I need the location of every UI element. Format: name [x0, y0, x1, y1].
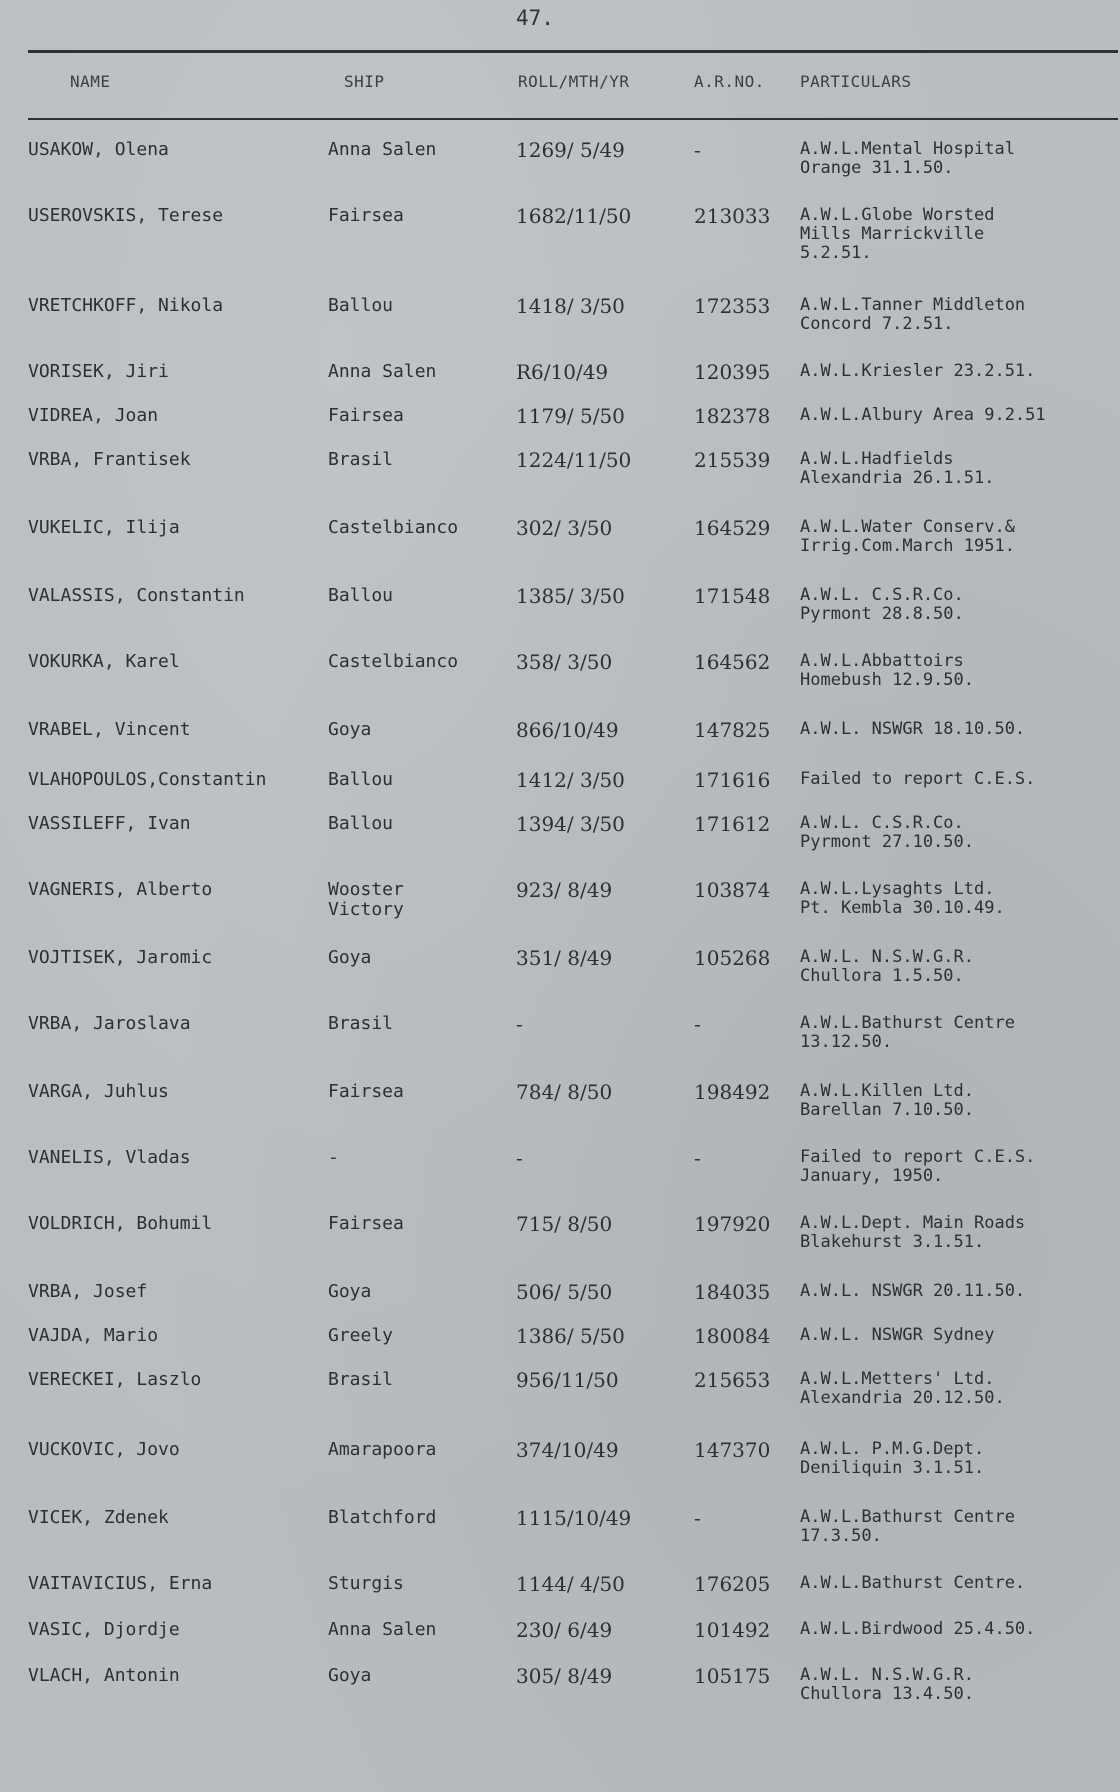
ship-line: Sturgis — [328, 1573, 404, 1594]
roll-month-year: 506/ 5/50 — [516, 1280, 613, 1304]
particulars — [800, 406, 1046, 425]
ar-number: 147825 — [694, 718, 771, 742]
particulars-line: Deniliquin 3.1.51. — [800, 1458, 985, 1478]
ship-line: Anna Salen — [328, 1619, 437, 1640]
ar-number: 213033 — [694, 204, 771, 228]
person-name: VRBA, Frantisek — [28, 449, 191, 470]
ar-number: 164562 — [694, 650, 771, 674]
particulars — [800, 948, 974, 986]
ship-line: Brasil — [328, 1013, 394, 1034]
ship-line: Goya — [328, 1665, 372, 1686]
ship-name — [328, 406, 404, 426]
particulars — [800, 1214, 1025, 1252]
ship-name — [328, 720, 371, 740]
ar-number: 197920 — [694, 1212, 771, 1236]
ship-name — [328, 1326, 393, 1346]
person-name: VRABEL, Vincent — [28, 719, 191, 740]
ship-line: Greely — [328, 1325, 394, 1346]
particulars-line: Homebush 12.9.50. — [800, 670, 974, 690]
particulars — [800, 814, 974, 852]
ar-number: 182378 — [694, 404, 771, 428]
ar-number: 147370 — [694, 1438, 771, 1462]
ship-line: Ballou — [328, 769, 394, 790]
particulars-line: Pyrmont 28.8.50. — [800, 604, 964, 624]
particulars — [800, 1326, 994, 1345]
ship-line: Ballou — [328, 813, 394, 834]
particulars-line: January, 1950. — [800, 1166, 944, 1186]
ar-number: 105175 — [694, 1664, 771, 1688]
ship-name — [328, 652, 458, 672]
ship-line: Ballou — [328, 295, 394, 316]
ar-number: 172353 — [694, 294, 771, 318]
person-name: VANELIS, Vladas — [28, 1147, 191, 1168]
particulars-line: Alexandria 20.12.50. — [800, 1388, 1005, 1408]
person-name: USAKOW, Olena — [28, 139, 169, 160]
particulars — [800, 720, 1025, 739]
person-name: VARGA, Juhlus — [28, 1081, 169, 1102]
ship-line: Fairsea — [328, 1081, 404, 1102]
particulars — [800, 1370, 1005, 1408]
particulars-line: 17.3.50. — [800, 1526, 882, 1546]
ar-number: 101492 — [694, 1618, 771, 1642]
particulars-line: A.W.L. P.M.G.Dept. — [800, 1439, 985, 1459]
roll-month-year: 1682/11/50 — [516, 204, 632, 228]
particulars — [800, 362, 1035, 381]
particulars-line: A.W.L. C.S.R.Co. — [800, 813, 964, 833]
ship-line: Wooster — [328, 879, 404, 900]
particulars-line: 5.2.51. — [800, 243, 872, 263]
particulars-line: A.W.L.Dept. Main Roads — [800, 1213, 1026, 1233]
particulars-line: Irrig.Com.March 1951. — [800, 536, 1015, 556]
particulars — [800, 586, 964, 624]
particulars-line: A.W.L.Tanner Middleton — [800, 295, 1026, 315]
particulars — [800, 140, 1015, 178]
particulars — [800, 1440, 984, 1478]
particulars — [800, 652, 974, 690]
person-name: VASSILEFF, Ivan — [28, 813, 191, 834]
ship-line: - — [328, 1147, 339, 1168]
ship-line: Anna Salen — [328, 361, 437, 382]
person-name: VOKURKA, Karel — [28, 651, 180, 672]
ship-line: Brasil — [328, 449, 394, 470]
ar-number: 103874 — [694, 878, 771, 902]
particulars-line: A.W.L. N.S.W.G.R. — [800, 1665, 974, 1685]
ship-line: Castelbianco — [328, 651, 459, 672]
ar-number: 198492 — [694, 1080, 771, 1104]
ship-name — [328, 770, 393, 790]
ship-name — [328, 1666, 371, 1686]
ship-line: Goya — [328, 1281, 372, 1302]
roll-month-year: 1269/ 5/49 — [516, 138, 625, 162]
particulars — [800, 880, 1005, 918]
particulars-line: A.W.L.Globe Worsted — [800, 205, 995, 225]
header-roll: ROLL/MTH/YR — [518, 72, 630, 91]
person-name: VORISEK, Jiri — [28, 361, 169, 382]
ship-name — [328, 518, 458, 538]
particulars — [800, 1082, 974, 1120]
header-ship: SHIP — [344, 72, 385, 91]
person-name: VUCKOVIC, Jovo — [28, 1439, 180, 1460]
person-name: VUKELIC, Ilija — [28, 517, 180, 538]
particulars — [800, 1014, 1015, 1052]
particulars — [800, 1148, 1035, 1186]
ship-name — [328, 206, 404, 226]
particulars-line: A.W.L. NSWGR 18.10.50. — [800, 719, 1026, 739]
person-name: VLAHOPOULOS,Constantin — [28, 769, 267, 790]
ship-line: Anna Salen — [328, 139, 437, 160]
particulars-line: A.W.L.Mental Hospital — [800, 139, 1015, 159]
particulars-line: A.W.L. C.S.R.Co. — [800, 585, 964, 605]
roll-month-year: 305/ 8/49 — [516, 1664, 613, 1688]
particulars-line: Concord 7.2.51. — [800, 314, 954, 334]
ar-number: 105268 — [694, 946, 771, 970]
ship-name — [328, 880, 404, 920]
ar-number: - — [694, 1506, 701, 1530]
ship-name — [328, 1082, 404, 1102]
header-ar-no: A.R.NO. — [694, 72, 765, 91]
roll-month-year: 1418/ 3/50 — [516, 294, 625, 318]
roll-month-year: 230/ 6/49 — [516, 1618, 613, 1642]
particulars-line: A.W.L.Metters' Ltd. — [800, 1369, 995, 1389]
ship-name — [328, 586, 393, 606]
person-name: VAJDA, Mario — [28, 1325, 159, 1346]
ship-line: Goya — [328, 719, 372, 740]
particulars — [800, 1574, 1025, 1593]
particulars-line: Chullora 13.4.50. — [800, 1684, 974, 1704]
roll-month-year: 358/ 3/50 — [516, 650, 613, 674]
roll-month-year: 1412/ 3/50 — [516, 768, 625, 792]
ar-number: 171616 — [694, 768, 771, 792]
particulars-line: A.W.L. NSWGR 20.11.50. — [800, 1281, 1026, 1301]
ship-name — [328, 1370, 393, 1390]
ship-line: Fairsea — [328, 205, 404, 226]
person-name: VOLDRICH, Bohumil — [28, 1213, 213, 1234]
particulars-line: A.W.L.Lysaghts Ltd. — [800, 879, 995, 899]
ar-number: 171612 — [694, 812, 771, 836]
ar-number: 171548 — [694, 584, 771, 608]
ship-name — [328, 1440, 436, 1460]
particulars — [800, 296, 1025, 334]
person-name: VRBA, Josef — [28, 1281, 148, 1302]
ar-number: 176205 — [694, 1572, 771, 1596]
ship-name — [328, 1508, 436, 1528]
ship-name — [328, 1282, 371, 1302]
person-name: VAGNERIS, Alberto — [28, 879, 213, 900]
roll-month-year: 351/ 8/49 — [516, 946, 613, 970]
page-number: 47. — [516, 6, 554, 30]
particulars-line: Mills Marrickville — [800, 224, 985, 244]
roll-month-year: 1394/ 3/50 — [516, 812, 625, 836]
person-name: VICEK, Zdenek — [28, 1507, 169, 1528]
particulars — [800, 1282, 1025, 1301]
ship-line: Blatchford — [328, 1507, 437, 1528]
particulars-line: A.W.L.Kriesler 23.2.51. — [800, 361, 1036, 381]
person-name: VIDREA, Joan — [28, 405, 159, 426]
particulars-line: Chullora 1.5.50. — [800, 966, 964, 986]
particulars-line: 13.12.50. — [800, 1032, 893, 1052]
ship-name — [328, 1014, 393, 1034]
particulars-line: A.W.L.Water Conserv.& — [800, 517, 1015, 537]
particulars-line: A.W.L.Bathurst Centre — [800, 1013, 1015, 1033]
particulars-line: A.W.L.Albury Area 9.2.51 — [800, 405, 1046, 425]
roll-month-year: 1386/ 5/50 — [516, 1324, 625, 1348]
particulars-line: A.W.L.Hadfields — [800, 449, 954, 469]
ship-name — [328, 1574, 404, 1594]
particulars-line: A.W.L.Bathurst Centre. — [800, 1573, 1026, 1593]
roll-month-year: 1224/11/50 — [516, 448, 632, 472]
particulars — [800, 1666, 974, 1704]
ship-name — [328, 1620, 436, 1640]
ship-line: Ballou — [328, 585, 394, 606]
roll-month-year: 784/ 8/50 — [516, 1080, 613, 1104]
person-name: VALASSIS, Constantin — [28, 585, 245, 606]
ship-name — [328, 814, 393, 834]
particulars-line: Failed to report C.E.S. — [800, 769, 1036, 789]
ar-number: 180084 — [694, 1324, 771, 1348]
ship-line: Amarapoora — [328, 1439, 437, 1460]
ship-name — [328, 1214, 404, 1234]
roll-month-year: 1115/10/49 — [516, 1506, 632, 1530]
roll-month-year: 302/ 3/50 — [516, 516, 613, 540]
particulars — [800, 518, 1015, 556]
person-name: VAITAVICIUS, Erna — [28, 1573, 213, 1594]
particulars — [800, 1620, 1035, 1639]
particulars-line: A.W.L. NSWGR Sydney — [800, 1325, 995, 1345]
particulars-line: A.W.L.Abbattoirs — [800, 651, 964, 671]
particulars-line: A.W.L.Killen Ltd. — [800, 1081, 974, 1101]
ship-name — [328, 1148, 339, 1168]
ship-line: Castelbianco — [328, 517, 459, 538]
particulars — [800, 1508, 1015, 1546]
ar-number: 120395 — [694, 360, 771, 384]
header-name: NAME — [70, 72, 111, 91]
particulars-line: Blakehurst 3.1.51. — [800, 1232, 985, 1252]
person-name: VLACH, Antonin — [28, 1665, 180, 1686]
particulars-line: A.W.L. N.S.W.G.R. — [800, 947, 974, 967]
ship-name — [328, 948, 371, 968]
roll-month-year: - — [516, 1012, 523, 1036]
particulars-line: A.W.L.Bathurst Centre — [800, 1507, 1015, 1527]
header-particulars: PARTICULARS — [800, 72, 912, 91]
ship-line: Fairsea — [328, 405, 404, 426]
particulars-line: Pyrmont 27.10.50. — [800, 832, 974, 852]
particulars — [800, 450, 994, 488]
ship-line: Victory — [328, 899, 404, 920]
roll-month-year: 1179/ 5/50 — [516, 404, 625, 428]
ar-number: - — [694, 1012, 701, 1036]
person-name: VRETCHKOFF, Nikola — [28, 295, 224, 316]
particulars-line: Pt. Kembla 30.10.49. — [800, 898, 1005, 918]
roll-month-year: R6/10/49 — [516, 360, 609, 384]
person-name: VERECKEI, Laszlo — [28, 1369, 202, 1390]
ship-line: Goya — [328, 947, 372, 968]
roll-month-year: 374/10/49 — [516, 1438, 619, 1462]
particulars-line: A.W.L.Birdwood 25.4.50. — [800, 1619, 1036, 1639]
ship-line: Fairsea — [328, 1213, 404, 1234]
particulars — [800, 770, 1035, 789]
roll-month-year: 1385/ 3/50 — [516, 584, 625, 608]
roll-month-year: 715/ 8/50 — [516, 1212, 613, 1236]
roll-month-year: 866/10/49 — [516, 718, 619, 742]
person-name: VASIC, Djordje — [28, 1619, 180, 1640]
ship-name — [328, 140, 436, 160]
particulars-line: Failed to report C.E.S. — [800, 1147, 1036, 1167]
ar-number: - — [694, 1146, 701, 1170]
particulars-line: Orange 31.1.50. — [800, 158, 954, 178]
particulars-line: Barellan 7.10.50. — [800, 1100, 974, 1120]
roll-month-year: - — [516, 1146, 523, 1170]
roll-month-year: 1144/ 4/50 — [516, 1572, 625, 1596]
ar-number: - — [694, 138, 701, 162]
particulars-line: Alexandria 26.1.51. — [800, 468, 995, 488]
ar-number: 215653 — [694, 1368, 771, 1392]
ar-number: 184035 — [694, 1280, 771, 1304]
person-name: VOJTISEK, Jaromic — [28, 947, 213, 968]
ship-name — [328, 362, 436, 382]
person-name: VRBA, Jaroslava — [28, 1013, 191, 1034]
ar-number: 164529 — [694, 516, 771, 540]
ship-line: Brasil — [328, 1369, 394, 1390]
roll-month-year: 956/11/50 — [516, 1368, 619, 1392]
roll-month-year: 923/ 8/49 — [516, 878, 613, 902]
particulars — [800, 206, 994, 263]
ship-name — [328, 296, 393, 316]
ar-number: 215539 — [694, 448, 771, 472]
person-name: USEROVSKIS, Terese — [28, 205, 224, 226]
ship-name — [328, 450, 393, 470]
